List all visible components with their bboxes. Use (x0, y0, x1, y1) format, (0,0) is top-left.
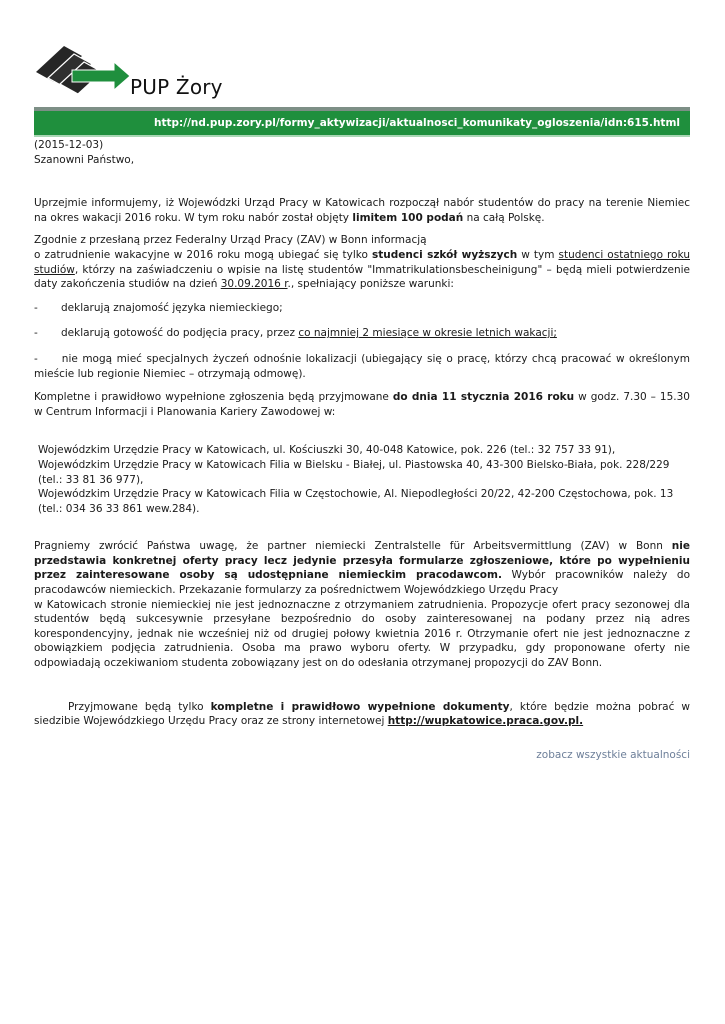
header (34, 40, 690, 110)
bullet-text: deklarują znajomość języka niemieckiego; (61, 301, 283, 314)
bullet-dash: - (34, 352, 38, 365)
conditions-students: studenci szkół wyższych (372, 248, 518, 261)
zav-bold: nie przedstawia konkretnej oferty pracy lecz jedynie przesyła formularze zgłoszeniowe, które po wypełnieniu przez zainteresowane osoby są udostępniane niemieckim pracodawcom. (34, 540, 690, 582)
wup-website-link[interactable]: http://wupkatowice.praca.gov.pl. (387, 715, 584, 728)
bullet-text: nie mogą mieć specjalnych życzeń odnośnie lokalizacji (ubiegający się o pracę, którzy chcą pracować w określonym mieście lub regionie Niemiec – otrzymają odmowę). (34, 352, 690, 380)
address-katowice: Wojewódzkim Urzędzie Pracy w Katowicach, ul. Kościuszki 30, 40-048 Katowice, pok. 226 (tel.: 32 757 33 91), (38, 444, 616, 457)
site-name: PUP Żory (130, 75, 223, 99)
article-greeting: Szanowni Państwo, (34, 153, 135, 166)
paragraph-conditions-lead: Zgodnie z przesłaną przez Federalny Urząd Pracy (ZAV) w Bonn informacją (34, 234, 427, 247)
paragraph-zav (34, 539, 690, 597)
conditions-date: 30.09.2016 r (220, 278, 288, 291)
conditions-text-e: , którzy na zaświadczeniu o wpisie na listę studentów "Immatrikulationsbescheinigung" – będą mieli potwierdzenie daty zakończenia studiów na dzień (34, 263, 690, 291)
pup-logo-icon[interactable] (34, 42, 132, 98)
intro-limit: limitem 100 podań (352, 211, 464, 224)
bullet2-text: deklarują gotowość do podjęcia pracy, przez (61, 327, 299, 340)
paragraph-conditions (34, 248, 690, 292)
intro-tail: na całą Polskę. (463, 211, 545, 224)
list-item (34, 326, 690, 341)
addresses (34, 443, 690, 516)
intro-text: Uprzejmie informujemy, iż Wojewódzki Urząd Pracy w Katowicach rozpoczął nabór studentów do pracy na terenie Niemiec na okres wakacji 2016 roku. W tym roku nabór został objęty (34, 197, 690, 224)
documents-text: Przyjmowane będą tylko (68, 700, 211, 713)
page-url-link[interactable]: http://nd.pup.zory.pl/formy_aktywizacji/aktualnosci_komunikaty_ogloszenia/idn:615.html (154, 117, 680, 129)
documents-tail: , które będzie można pobrać w siedzibie Wojewódzkiego Urzędu Pracy oraz ze strony internetowej (34, 700, 690, 728)
zav-text: Pragniemy zwrócić Państwa uwagę, że partner niemiecki Zentralstelle für Arbeitsvermittlung (ZAV) w Bonn (34, 540, 672, 553)
article-date: (2015-12-03) (34, 139, 104, 151)
paragraph-intro (34, 196, 690, 225)
bullet-text (61, 326, 557, 341)
address-bielsko: Wojewódzkim Urzędzie Pracy w Katowicach Filia w Bielsku - Białej, ul. Piastowska 40, 43-300 Bielsko-Biała, pok. 228/229 (tel.: 33 81 36 977), (38, 458, 670, 486)
bullet2-duration: co najmniej 2 miesiące w okresie letnich wakacji; (298, 327, 557, 340)
conditions-text-a: o zatrudnienie wakacyjne w 2016 roku mogą ubiegać się tylko (34, 248, 372, 261)
documents-bold: kompletne i prawidłowo wypełnione dokumenty (210, 700, 510, 713)
conditions-last-year: studenci ostatniego roku studiów (34, 248, 690, 276)
address-czestochowa: Wojewódzkim Urzędzie Pracy w Katowicach Filia w Częstochowie, Al. Niepodległości 20/22, 42-200 Częstochowa, pok. 13 (tel.: 034 36 33 861 wew.284). (38, 488, 674, 515)
deadline-date: do dnia 11 stycznia 2016 roku (392, 391, 575, 404)
all-news-link[interactable]: zobacz wszystkie aktualności (536, 749, 690, 761)
list-item (34, 301, 690, 316)
paragraph-deadline (34, 390, 690, 419)
bullet-dash: - (34, 327, 38, 340)
paragraph-documents (34, 700, 690, 729)
paragraph-offers: w Katowicach stronie niemieckiej nie jest jednoznaczne z otrzymaniem zatrudnienia. Propozycje ofert pracy sezonowej dla studentów będą sukcesywnie przesyłane bezpośrednio do osoby zainteresowanej na podany przez nią adres korespondencyjny, jednak nie wcześniej niż od drugiej połowy kwietnia 2016 r. Otrzymanie ofert nie jest jednoznaczne z obowiązkiem podjęcia zatrudnienia. Osoba ma prawo wyboru oferty. W przypadku, gdy proponowane oferty nie odpowiadają oczekiwaniom studenta zobowiązany jest on do odesłania otrzymanej propozycji do ZAV Bonn. (34, 598, 690, 670)
zav-tail: Wybór pracowników należy do pracodawców niemieckich. Przekazanie formularzy za pośrednictwem Wojewódzkiego Urzędu Pracy (34, 569, 690, 597)
url-bar-divider (34, 135, 690, 137)
bullet-dash: - (34, 301, 38, 314)
deadline-tail: w godz. 7.30 – 15.30 w Centrum Informacji i Planowania Kariery Zawodowej w: (34, 391, 690, 418)
conditions-text-g: ., spełniający poniższe warunki: (287, 278, 454, 291)
article-content (34, 138, 690, 729)
conditions-text-c: w tym (517, 248, 559, 261)
deadline-text: Kompletne i prawidłowo wypełnione zgłoszenia będą przyjmowane (34, 391, 393, 404)
url-bar (34, 107, 690, 137)
list-item (34, 352, 690, 381)
